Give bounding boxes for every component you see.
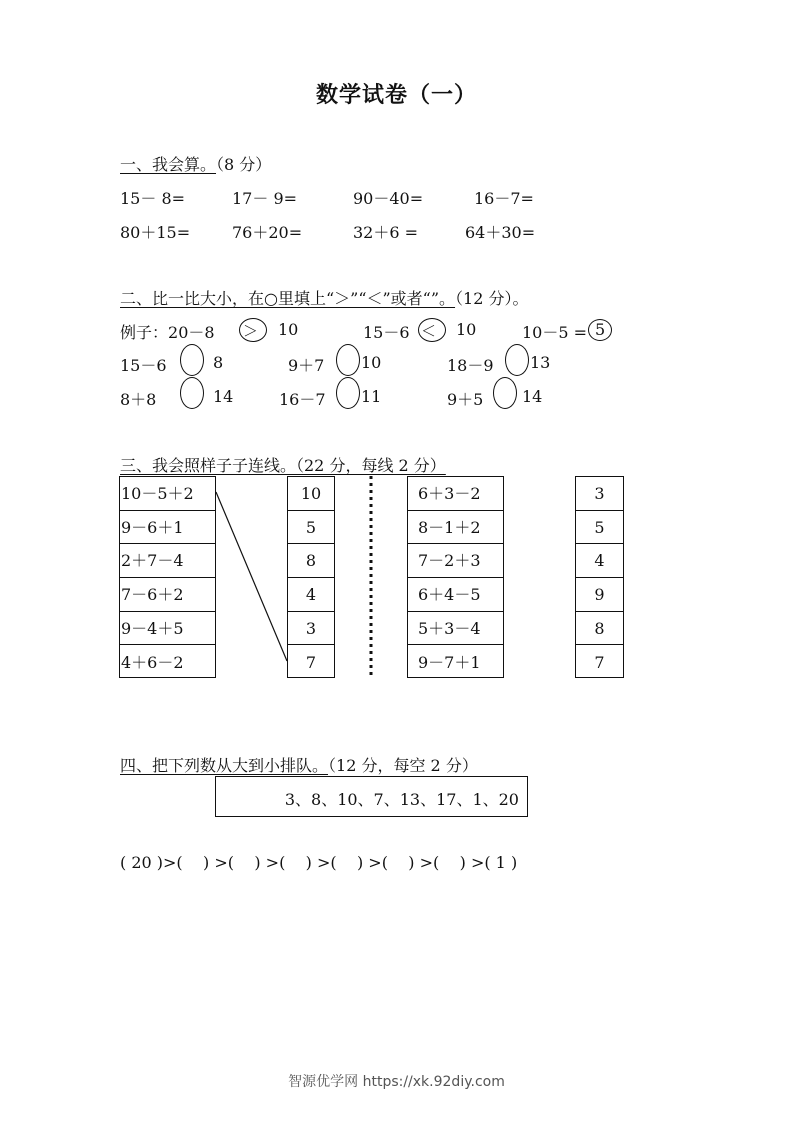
right-expression-3[interactable]: 7－2＋3	[408, 544, 503, 578]
compare-6-left: 9＋5	[447, 390, 484, 409]
left-answer-4[interactable]: 4	[288, 578, 334, 612]
section1-heading: 一、我会算。	[120, 155, 217, 174]
right-answer-5[interactable]: 8	[576, 612, 623, 646]
left-answer-1[interactable]: 10	[288, 477, 334, 511]
section4-score: （12 分，每空 2 分）	[328, 756, 478, 775]
compare-3-left: 18－9	[447, 356, 494, 375]
calc-2-3: 32＋6 =	[353, 223, 419, 242]
compare-2-left: 9＋7	[288, 356, 325, 375]
right-answer-1[interactable]: 3	[576, 477, 623, 511]
compare-3-right: 13	[530, 353, 551, 372]
example-3-left: 10－5 =	[522, 323, 588, 342]
footer-watermark: 智源优学网 https://xk.92diy.com	[288, 1074, 505, 1090]
left-expression-1[interactable]: 10－5＋2	[120, 477, 215, 511]
section4-header	[120, 753, 478, 776]
compare-5-left: 16－7	[279, 390, 326, 409]
left-answer-3[interactable]: 8	[288, 544, 334, 578]
calc-1-1: 15－ 8=	[120, 189, 186, 208]
example-connection-line	[216, 492, 287, 661]
section1-score: （8 分）	[216, 155, 272, 174]
numbers-box	[215, 776, 528, 817]
right-expression-1[interactable]: 6＋3－2	[408, 477, 503, 511]
compare-1-left: 15－6	[120, 356, 167, 375]
page-title: 数学试卷（一）	[315, 83, 477, 108]
calc-2-1: 80＋15=	[120, 223, 191, 242]
right-answer-column	[575, 476, 624, 678]
left-expression-4[interactable]: 7－6＋2	[120, 578, 215, 612]
right-expression-6[interactable]: 9－7＋1	[418, 652, 481, 672]
left-expression-2[interactable]: 9－6＋1	[120, 511, 215, 545]
compare-5-right: 11	[361, 387, 382, 406]
left-expression-3[interactable]: 2＋7－4	[120, 544, 215, 578]
example-2-sign: ＜	[421, 322, 437, 340]
left-answer-6[interactable]: 7	[305, 652, 317, 672]
left-expression-6[interactable]: 4＋6－2	[121, 652, 184, 672]
section2-heading: 二、比一比大小，在○里填上“＞”“＜”或者“”。	[120, 289, 456, 308]
section2-score: （12 分）。	[455, 289, 529, 308]
right-answer-3[interactable]: 4	[576, 544, 623, 578]
right-answer-4[interactable]: 9	[576, 578, 623, 612]
right-expression-5[interactable]: 5＋3－4	[408, 612, 503, 646]
right-expression-column	[407, 476, 504, 678]
section3-heading: 三、我会照样子子连线。（22 分，每线 2 分）	[120, 456, 446, 475]
example-1-expr: 20－8	[168, 323, 215, 342]
compare-6-right: 14	[522, 387, 543, 406]
example-1-right: 10	[278, 320, 299, 339]
right-expression-2[interactable]: 8－1＋2	[408, 511, 503, 545]
compare-1-right: 8	[213, 353, 224, 372]
order-answer-line[interactable]: ( 20 )>( ) >( ) >( ) >( ) >( ) >( ) >( 1 )	[120, 853, 518, 872]
example-1-sign: ＞	[243, 322, 259, 340]
compare-4-right: 14	[213, 387, 234, 406]
example-label: 例子：	[120, 323, 169, 342]
calc-1-3: 90－40=	[353, 189, 424, 208]
compare-2-right: 10	[361, 353, 382, 372]
example-3-sign: 5	[595, 320, 606, 339]
example-2-right: 10	[456, 320, 477, 339]
right-answer-6[interactable]: 7	[594, 652, 605, 672]
example-2-left: 15－6	[363, 323, 410, 342]
calc-1-4: 16－7=	[474, 189, 534, 208]
left-answer-5[interactable]: 3	[288, 612, 334, 646]
calc-2-2: 76＋20=	[232, 223, 303, 242]
calc-2-4: 64＋30=	[465, 223, 536, 242]
section4-heading: 四、把下列数从大到小排队。	[120, 756, 329, 775]
right-answer-2[interactable]: 5	[576, 511, 623, 545]
calc-1-2: 17－ 9=	[232, 189, 298, 208]
compare-4-left: 8＋8	[120, 390, 157, 409]
left-answer-2[interactable]: 5	[288, 511, 334, 545]
numbers-list: 3、8、10、7、13、17、1、20	[284, 790, 519, 809]
right-expression-4[interactable]: 6＋4－5	[408, 578, 503, 612]
left-expression-5[interactable]: 9－4＋5	[120, 612, 215, 646]
